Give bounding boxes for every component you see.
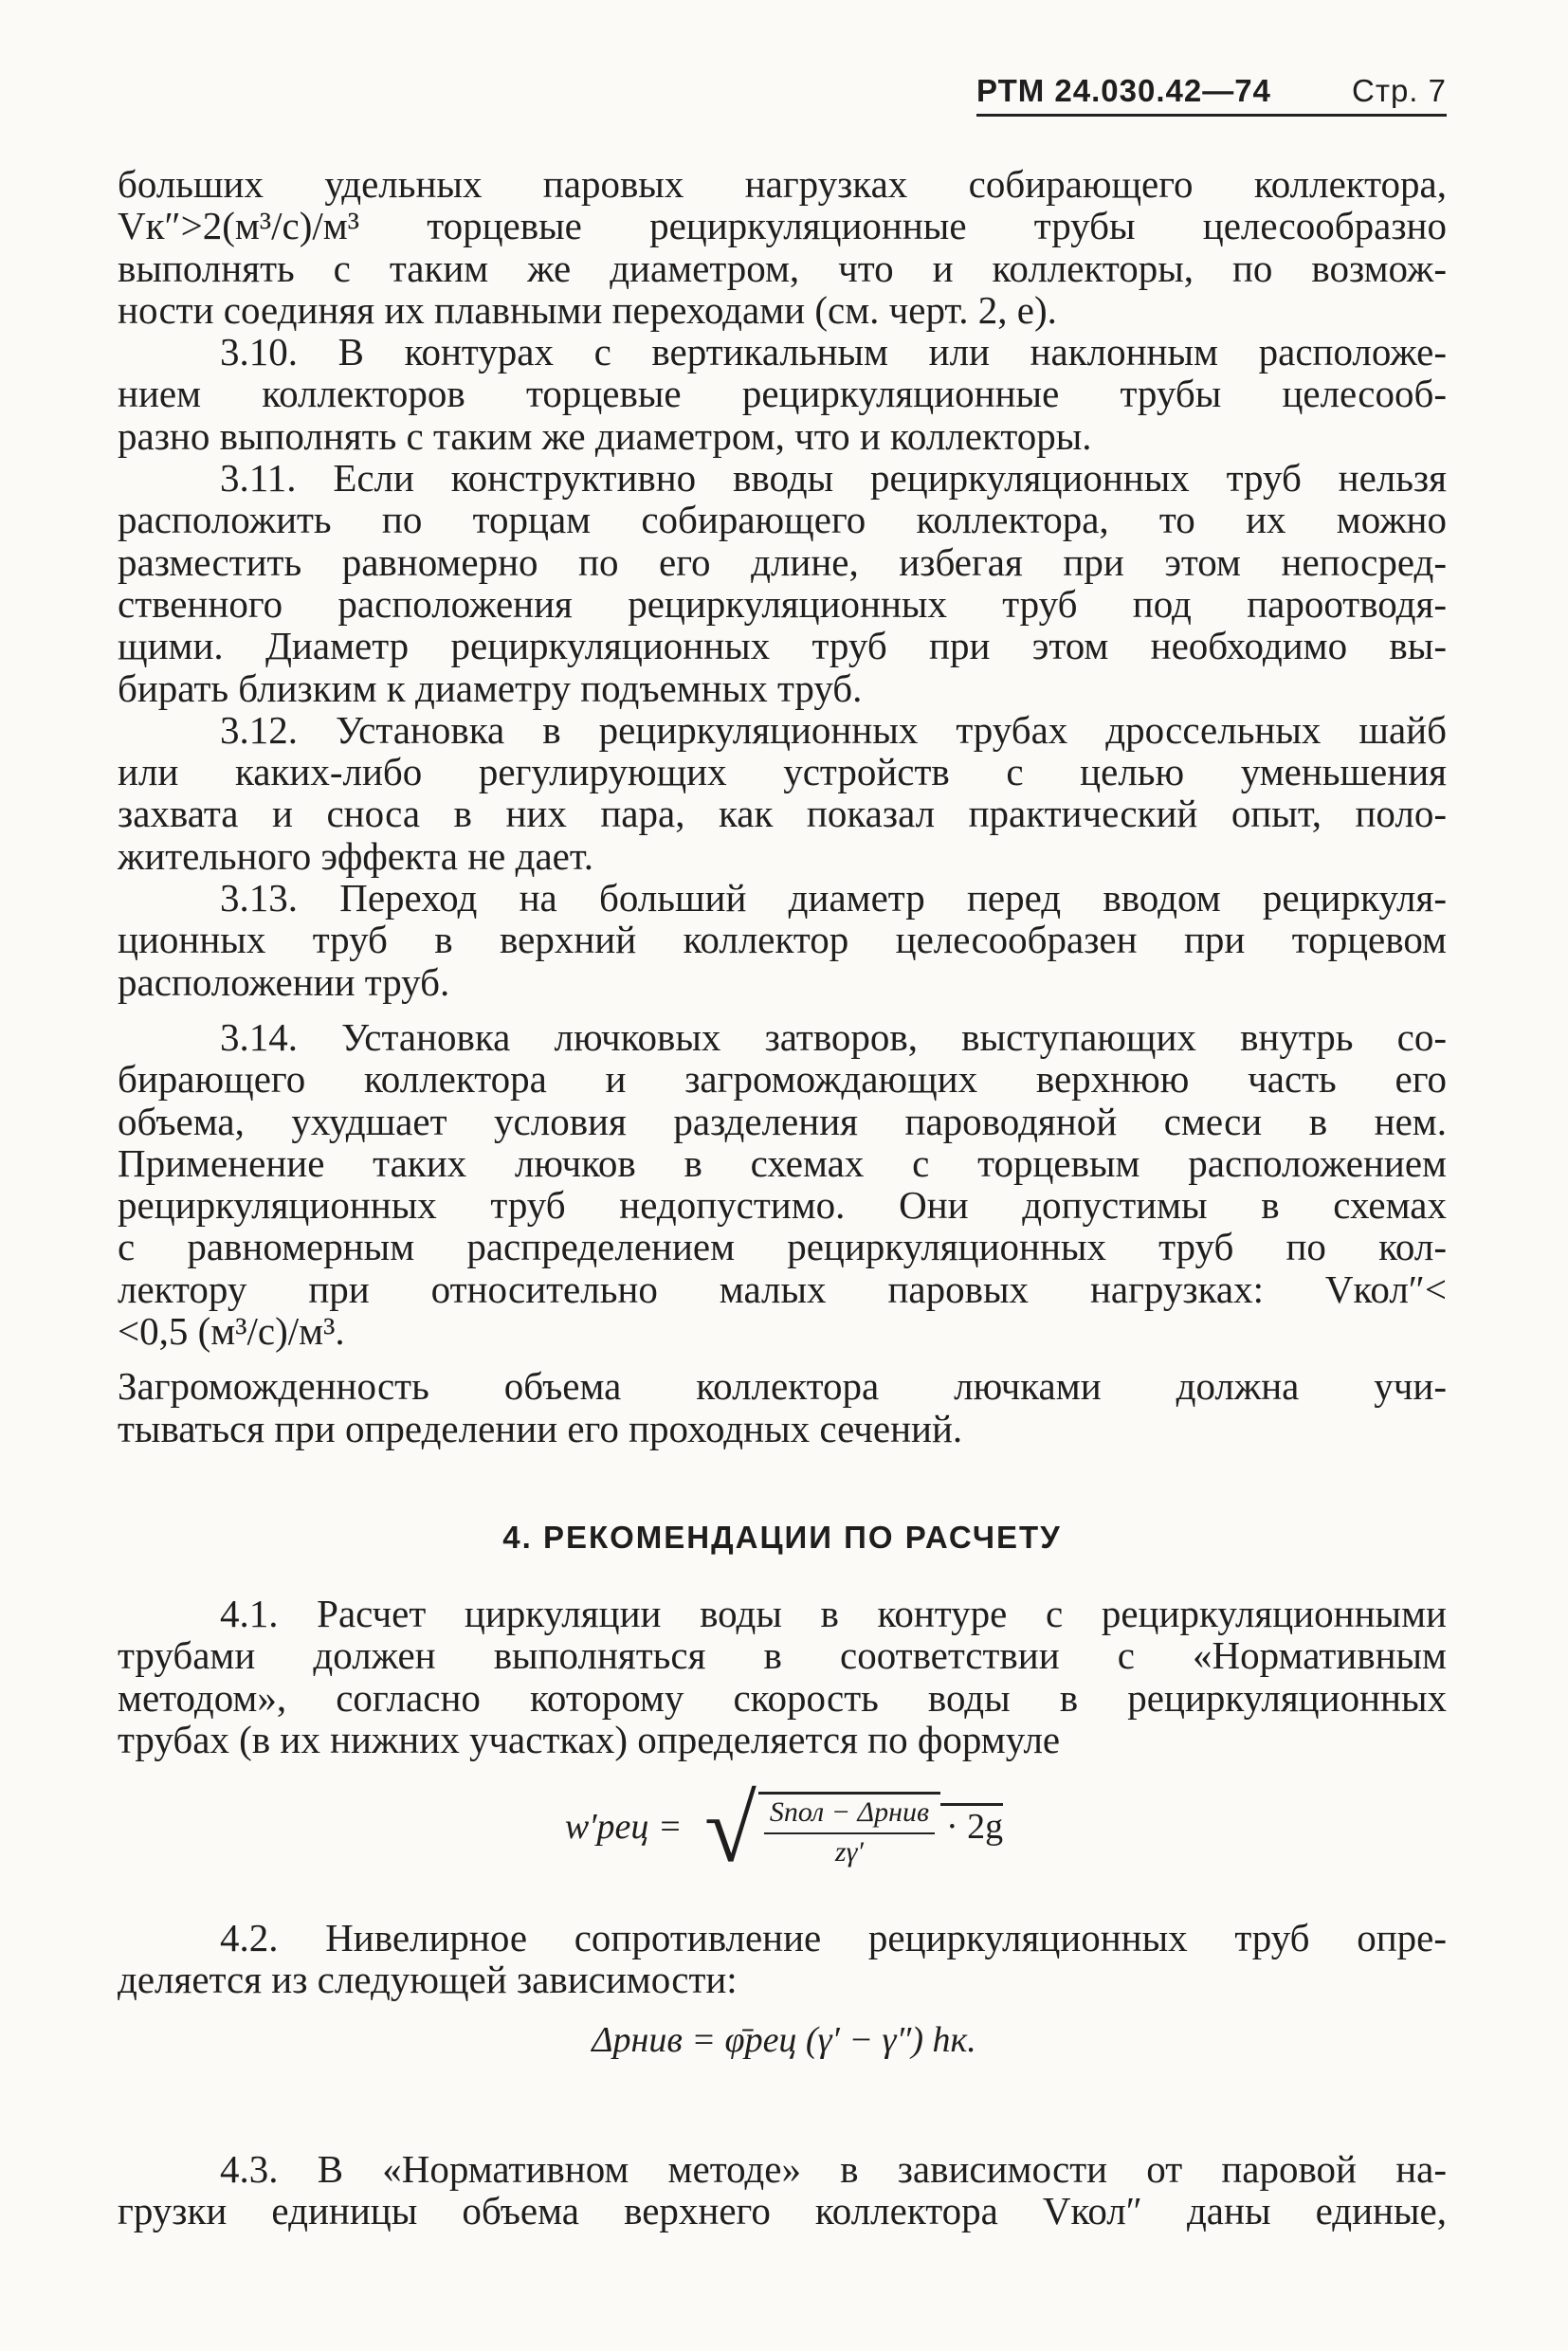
text-line: объема, ухудшает условия разделения пароводяной смеси в нем. bbox=[118, 1099, 1447, 1143]
text-line: выполнять с таким же диаметром, что и коллекторы, по возмож- bbox=[118, 246, 1447, 290]
text-line: ности соединяя их плавными переходами (см. черт. 2, е). bbox=[118, 287, 1057, 332]
section-title: 4. РЕКОМЕНДАЦИИ ПО РАСЧЕТУ bbox=[502, 1520, 1062, 1555]
text-line: расположить по торцам собирающего коллектора, то их можно bbox=[118, 498, 1447, 542]
text-line: жительного эффекта не дает. bbox=[118, 833, 593, 878]
text-line: или каких-либо регулирующих устройств с целью уменьшения bbox=[118, 750, 1447, 794]
formula-tail: · 2g bbox=[940, 1803, 1003, 1848]
text-line: 3.13. Переход на больший диаметр перед вводом рециркуля- bbox=[220, 876, 1447, 920]
text-line: тываться при определении его проходных сечений. bbox=[118, 1406, 963, 1450]
text-line: 3.12. Установка в рециркуляционных трубах дроссельных шайб bbox=[220, 707, 1447, 752]
text-line: лектору при относительно малых паровых нагрузках: Vкол″< bbox=[118, 1267, 1447, 1311]
text-line: 4.2. Нивелирное сопротивление рециркуляционных труб опре- bbox=[220, 1916, 1447, 1959]
text-line: 3.11. Если конструктивно вводы рециркуляционных труб нельзя bbox=[220, 456, 1447, 501]
text-line: <0,5 (м³/с)/м³. bbox=[118, 1309, 345, 1354]
text-line: деляется из следующей зависимости: bbox=[118, 1958, 738, 2002]
text-line: ственного расположения рециркуляционных труб под пароотводя- bbox=[118, 581, 1447, 626]
text-line: расположении труб. bbox=[118, 959, 450, 1004]
text-line: ционных труб в верхний коллектор целесообразен при торцевом bbox=[118, 918, 1447, 962]
text-line: методом», согласно которому скорость воды в рециркуляционных bbox=[118, 1675, 1447, 1720]
text-line: бирающего коллектора и загромождающих верхнюю часть его bbox=[118, 1057, 1447, 1102]
text-line: 3.10. В контурах с вертикальным или наклонным расположе- bbox=[220, 330, 1447, 374]
text-line: щими. Диаметр рециркуляционных труб при этом необходимо вы- bbox=[118, 624, 1447, 668]
document-code: РТМ 24.030.42—74 bbox=[976, 73, 1271, 108]
formula-recirculation-velocity bbox=[0, 1777, 1568, 1882]
body-text-top bbox=[118, 163, 1447, 1449]
page-header bbox=[976, 70, 1447, 117]
text-line: бирать близким к диаметру подъемных труб. bbox=[118, 665, 863, 710]
text-line: нием коллекторов торцевые рециркуляционные трубы целесооб- bbox=[118, 372, 1447, 416]
text-line: рециркуляционных труб недопустимо. Они допустимы в схемах bbox=[118, 1183, 1447, 1228]
text-line: грузки единицы объема верхнего коллектора Vкол″ даны единые, bbox=[118, 2189, 1447, 2233]
numerator: Sпол − Δpнив bbox=[764, 1795, 935, 1834]
square-root bbox=[704, 1777, 1004, 1882]
text-line: 3.14. Установка лючковых затворов, выступающих внутрь со- bbox=[220, 1014, 1447, 1059]
text-line: 4.3. В «Нормативном методе» в зависимости от паровой на- bbox=[220, 2147, 1447, 2191]
text-line: разно выполнять с таким же диаметром, что и коллекторы. bbox=[118, 413, 1092, 458]
fraction bbox=[758, 1792, 940, 1868]
text-line: Vк″>2(м³/с)/м³ торцевые рециркуляционные трубы целесообразно bbox=[118, 204, 1447, 248]
paragraph-4-1 bbox=[118, 1593, 1447, 1760]
paragraph-3-11 bbox=[118, 457, 1447, 709]
text-line: больших удельных паровых нагрузках собирающего коллектора, bbox=[118, 162, 1447, 206]
denominator: zγ′ bbox=[834, 1835, 864, 1868]
formula-lhs: w′рец = bbox=[564, 1806, 683, 1847]
paragraph-3-10 bbox=[118, 331, 1447, 457]
text-line: Загроможденность объема коллектора лючками должна учи- bbox=[118, 1364, 1447, 1409]
paragraph-4-2 bbox=[118, 1917, 1447, 2001]
radical-sign-icon: √ bbox=[704, 1777, 757, 1882]
paragraph-3-12 bbox=[118, 709, 1447, 877]
paragraph-4-3 bbox=[118, 2148, 1447, 2233]
paragraph-3-13 bbox=[118, 877, 1447, 1003]
paragraph-continuation bbox=[118, 163, 1447, 331]
text-line: разместить равномерно по его длине, избегая при этом непосред- bbox=[118, 539, 1447, 584]
text-line: трубах (в их нижних участках) определяется по формуле bbox=[118, 1717, 1061, 1761]
paragraph-clutter-note bbox=[118, 1365, 1447, 1449]
paragraph-3-14 bbox=[118, 1016, 1447, 1352]
formula-level-resistance: Δpнив = φ̄рец (γ′ − γ″) hк. bbox=[592, 2020, 976, 2060]
text-line: трубами должен выполняться в соответствии с «Нормативным bbox=[118, 1633, 1447, 1678]
text-line: 4.1. Расчет циркуляции воды в контуре с рециркуляционными bbox=[220, 1592, 1447, 1635]
text-line: захвата и сноса в них пара, как показал практический опыт, поло- bbox=[118, 792, 1447, 836]
text-line: Применение таких лючков в схемах с торцевым расположением bbox=[118, 1140, 1447, 1185]
text-line: с равномерным распределением рециркуляционных труб по кол- bbox=[118, 1225, 1447, 1269]
page-number: Стр. 7 bbox=[1352, 73, 1447, 108]
